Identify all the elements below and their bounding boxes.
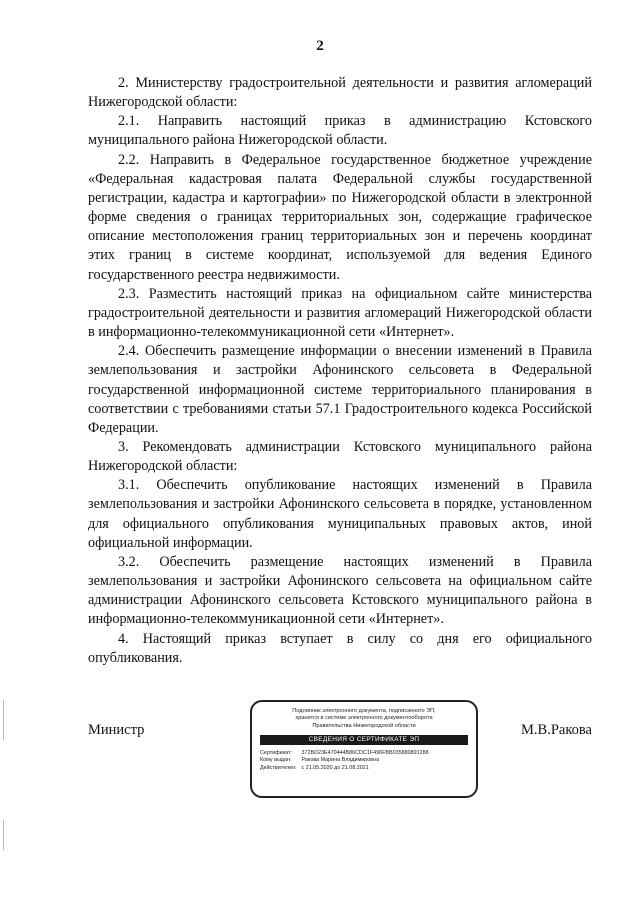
stamp-certificate-label: Сертификат: (260, 750, 293, 757)
stamp-valid-row (260, 765, 468, 772)
stamp-banner: СВЕДЕНИЯ О СЕРТИФИКАТЕ ЭП (260, 735, 468, 745)
paragraph-3-1: 3.1. Обеспечить опубликование настоящих изменений в Правила землепользования и застройки Афонинского сельсовета в порядке, установленном для официального опубликования муниципальных правовых актов, иной официальной информации. (88, 477, 592, 551)
paragraph-3-2: 3.2. Обеспечить размещение настоящих изменений в Правила землепользования и застройки Афонинского сельсовета на официальном сайте администрации Афонинского сельсовета Кстовского муниципального района в информационно-телекоммуникационной сети «Интернет». (88, 553, 592, 628)
signatory-name: М.В.Ракова (521, 722, 592, 738)
stamp-certificate-value: 372BD23E470444B86CDC1F496FBB035880891288 (301, 750, 429, 757)
stamp-issued-row (260, 757, 468, 764)
paragraph-2-1: 2.1. Направить настоящий приказ в администрацию Кстовского муниципального района Нижегородской области. (88, 113, 592, 149)
page-number: 2 (316, 38, 324, 54)
signatory-position: Министр (88, 722, 145, 738)
document-body (88, 74, 592, 668)
stamp-header (262, 708, 466, 730)
paragraph-2: 2. Министерству градостроительной деятельности и развития агломераций Нижегородской области: (88, 75, 592, 111)
scan-margin-mark (3, 820, 4, 850)
paragraph-4: 4. Настоящий приказ вступает в силу со дня его официального опубликования. (88, 630, 592, 666)
stamp-certificate-row (260, 750, 468, 757)
scan-margin-mark (3, 700, 4, 740)
stamp-header-line: хранится в системе электронного документооборота (295, 715, 433, 722)
paragraph-3: 3. Рекомендовать администрации Кстовского муниципального района Нижегородской области: (88, 438, 592, 475)
stamp-valid-label: Действителен: (260, 764, 297, 771)
stamp-valid-value: с 21.05.2020 до 21.08.2021 (301, 764, 369, 771)
stamp-header-line: Подлинник электронного документа, подписанного ЭП, (292, 708, 436, 714)
stamp-header-line: Правительства Нижегородской области (312, 722, 416, 729)
digital-signature-stamp (250, 700, 478, 798)
paragraph-2-2: 2.2. Направить в Федеральное государственное бюджетное учреждение «Федеральная кадастровая палата Федеральной службы государственной регистрации, кадастра и картографии» по Нижегородской области в электронной форме сведения о границах территориальных зон, содержащие графическое описание местоположения границ территориальных зон и перечень координат этих границ в системе координат, используемой для ведения Единого государственного реестра недвижимости. (88, 151, 592, 283)
stamp-issued-value: Ракова Марина Владимировна (301, 757, 380, 764)
paragraph-2-3: 2.3. Разместить настоящий приказ на официальном сайте министерства градостроительной деятельности и развития агломераций Нижегородской области в информационно-телекоммуникационной сети «Интернет». (88, 285, 592, 341)
paragraph-2-4: 2.4. Обеспечить размещение информации о внесении изменений в Правила землепользования и застройки Афонинского сельсовета в Федеральной государственной информационной системе территориального планирования в соответствии с требованиями статьи 57.1 Градостроительного кодекса Российской Федерации. (88, 343, 592, 436)
stamp-issued-label: Кому выдан: (260, 757, 292, 764)
